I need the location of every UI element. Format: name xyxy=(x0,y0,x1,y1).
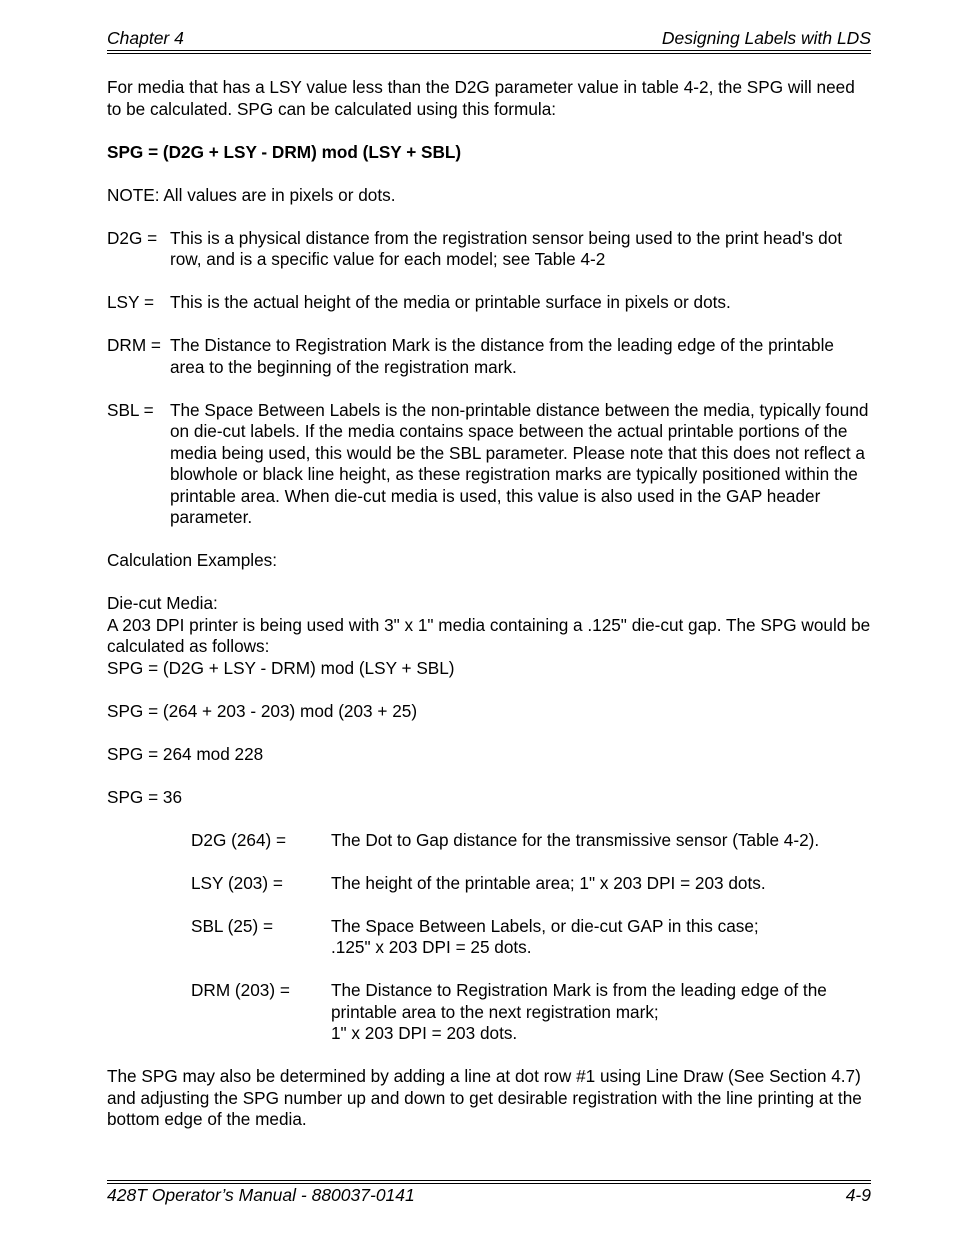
definition-sbl xyxy=(107,400,871,529)
diecut-step-2: SPG = 264 mod 228 xyxy=(107,743,264,764)
diecut-text: A 203 DPI printer is being used with 3" x 1" media containing a .125" die-cut gap. The SPG would be calculated as follows: xyxy=(107,614,871,656)
closing-paragraph: The SPG may also be determined by adding a line at dot row #1 using Line Draw (See Section 4.7) and adjusting the SPG number up and down to get desirable registration with the line printing at the bottom edge of the media. xyxy=(107,1066,862,1129)
footer-page-number: 4-9 xyxy=(845,1185,871,1205)
page-footer xyxy=(107,1185,871,1206)
example-drm xyxy=(191,980,871,1045)
formula: SPG = (D2G + LSY - DRM) mod (LSY + SBL) xyxy=(107,141,462,162)
definition-desc: The Space Between Labels is the non-printable distance between the media, typically found on die-cut labels. If the media contains space between the actual printable portions of the media being used, this would be the SBL parameter. Please note that this does not reflect a blowhole or black line height, as these registration marks are typically positioned within the printable area. When die-cut media is used, this value is also used in the GAP header parameter. xyxy=(170,399,869,527)
footer-manual-title: 428T Operator’s Manual - 880037-0141 xyxy=(107,1185,415,1205)
example-lsy xyxy=(191,873,871,895)
definition-desc: The Distance to Registration Mark is the distance from the leading edge of the printable area to the beginning of the registration mark. xyxy=(170,335,834,377)
example-term: DRM (203) = xyxy=(191,980,290,1000)
definition-term: D2G = xyxy=(107,227,158,248)
definition-term: DRM = xyxy=(107,335,161,355)
diecut-step-3: SPG = 36 xyxy=(107,786,183,807)
definition-d2g xyxy=(107,228,871,271)
definition-desc: This is the actual height of the media or printable surface in pixels or dots. xyxy=(170,292,731,312)
header-rule-2 xyxy=(107,53,871,54)
page-body xyxy=(107,77,871,1152)
example-desc: The height of the printable area; 1" x 203 DPI = 203 dots. xyxy=(331,872,766,893)
definition-lsy xyxy=(107,292,871,314)
calculation-heading: Calculation Examples: xyxy=(107,550,278,570)
definition-desc: This is a physical distance from the registration sensor being used to the print head's dot row, and is a specific value for each model; see Table 4-2 xyxy=(170,227,843,269)
note: NOTE: All values are in pixels or dots. xyxy=(107,184,396,205)
footer-rule xyxy=(107,1180,871,1181)
diecut-formula: SPG = (D2G + LSY - DRM) mod (LSY + SBL) xyxy=(107,657,455,678)
example-term: SBL (25) = xyxy=(191,915,274,936)
definition-term: SBL = xyxy=(107,399,154,420)
definition-drm xyxy=(107,335,871,378)
example-desc: The Space Between Labels, or die-cut GAP in this case; .125" x 203 DPI = 25 dots. xyxy=(331,915,759,957)
page-header xyxy=(107,28,871,49)
intro-paragraph: For media that has a LSY value less than the D2G parameter value in table 4-2, the SPG will need to be calculated. SPG can be calculated using this formula: xyxy=(107,77,855,119)
example-desc: The Dot to Gap distance for the transmissive sensor (Table 4-2). xyxy=(331,829,820,850)
header-section-title: Designing Labels with LDS xyxy=(661,28,871,48)
header-rule xyxy=(107,50,871,51)
footer-rule-2 xyxy=(107,1183,871,1184)
example-term: LSY (203) = xyxy=(191,872,283,893)
diecut-title: Die-cut Media: xyxy=(107,593,218,613)
example-desc: The Distance to Registration Mark is from the leading edge of the printable area to the next registration mark; 1" x 203 DPI = 203 dots. xyxy=(331,980,827,1043)
example-sbl xyxy=(191,916,871,959)
example-term: D2G (264) = xyxy=(191,829,287,850)
header-chapter: Chapter 4 xyxy=(107,28,184,48)
diecut-step-1: SPG = (264 + 203 - 203) mod (203 + 25) xyxy=(107,700,418,721)
definition-term: LSY = xyxy=(107,292,154,312)
example-d2g xyxy=(191,830,871,852)
